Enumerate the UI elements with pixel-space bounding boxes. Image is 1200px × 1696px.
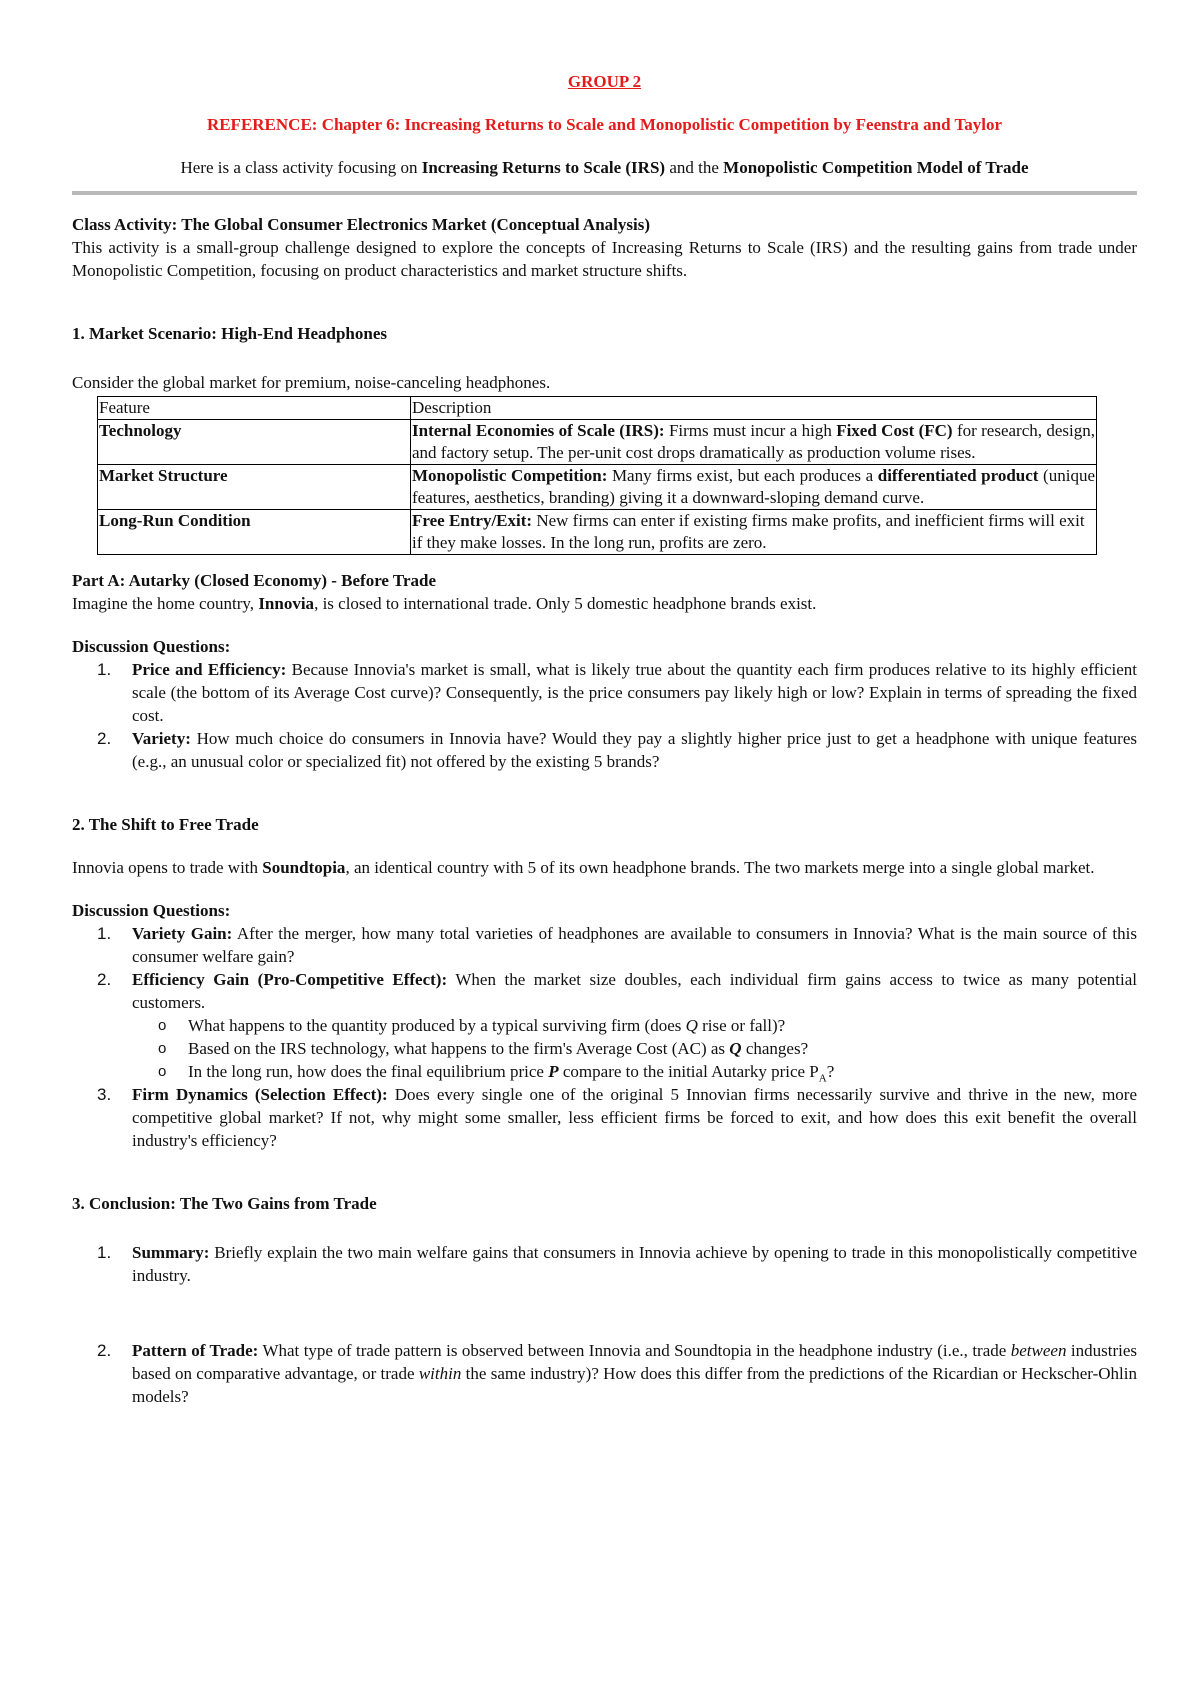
section1-question-list [72, 658, 1137, 773]
discussion-questions-heading: Discussion Questions: [72, 637, 231, 656]
sub-bullet-list [132, 1014, 1137, 1083]
table-cell-description: Internal Economies of Scale (IRS): Firms must incur a high Fixed Cost (FC) for research, design, and factory setup. The per-unit cost drops dramatically as production volume rises. [411, 420, 1097, 465]
table-cell-description: Free Entry/Exit: New firms can enter if existing firms make profits, and inefficient firms will exit if they make losses. In the long run, profits are zero. [411, 510, 1097, 555]
list-item: 1. Price and Efficiency: Because Innovia's market is small, what is likely true about the quantity each firm produces relative to its highly efficient scale (the bottom of its Average Cost curve)? Consequently, is the price consumers pay likely high or low? Explain in terms of spreading the fixed cost. [97, 660, 1137, 725]
group-title: GROUP 2 [567, 72, 642, 91]
section1-heading: 1. Market Scenario: High-End Headphones [72, 324, 387, 343]
table-cell-description: Monopolistic Competition: Many firms exist, but each produces a differentiated product (unique features, aesthetics, branding) giving it a downward-sloping demand curve. [411, 465, 1097, 510]
list-item: 1. Variety Gain: After the merger, how many total varieties of headphones are available to consumers in Innovia? What is the main source of this consumer welfare gain? [97, 924, 1137, 966]
section3-question-list [72, 1241, 1137, 1408]
feature-table [97, 396, 1097, 555]
list-item: 1. Summary: Briefly explain the two main welfare gains that consumers in Innovia achieve by opening to trade in this monopolistically competitive industry. [97, 1243, 1137, 1285]
table-row [98, 510, 1097, 555]
table-header-row [98, 397, 1097, 420]
partA-heading: Part A: Autarky (Closed Economy) - Before Trade [72, 571, 437, 590]
sub-list-item: o In the long run, how does the final equilibrium price P compare to the initial Autarky price $P_A$? [158, 1062, 835, 1085]
table-cell-feature: Technology [98, 420, 411, 465]
table-header-description: Description [411, 397, 1097, 420]
section3-heading: 3. Conclusion: The Two Gains from Trade [72, 1194, 377, 1213]
sub-list-item: o What happens to the quantity produced by a typical surviving firm (does Q rise or fall)? [158, 1016, 786, 1035]
activity-title: Class Activity: The Global Consumer Electronics Market (Conceptual Analysis) [72, 215, 650, 234]
list-item: 2. Efficiency Gain (Pro-Competitive Effect): When the market size doubles, each individual firm gains access to twice as many potential customers. o What happens to the quantity produced by a typical surviving firm (does Q rise or fall)? o Based on the IRS technology, what happens to the firm's Average Cost (AC) as Q changes? o In the long run, how does the final equilibrium price P compare to the initial Autarky price $P_A$? [97, 970, 1137, 1085]
sub-list-item: o Based on the IRS technology, what happens to the firm's Average Cost (AC) as Q changes? [158, 1039, 809, 1058]
list-item: 3. Firm Dynamics (Selection Effect): Does every single one of the original 5 Innovian firms necessarily survive and thrive in the new, more competitive global market? If not, why might some smaller, less efficient firms be forced to exit, and how does this exit benefit the overall industry's efficiency? [97, 1085, 1137, 1150]
table-row [98, 420, 1097, 465]
partA-text: Imagine the home country, Innovia, is closed to international trade. Only 5 domestic headphone brands exist. [72, 594, 817, 613]
table-cell-feature: Market Structure [98, 465, 411, 510]
table-cell-feature: Long-Run Condition [98, 510, 411, 555]
activity-description: This activity is a small-group challenge designed to explore the concepts of Increasing Returns to Scale (IRS) and the resulting gains from trade under Monopolistic Competition, focusing on product characteristics and market structure shifts. [72, 238, 1137, 280]
section2-lead: Innovia opens to trade with Soundtopia, an identical country with 5 of its own headphone brands. The two markets merge into a single global market. [72, 858, 1095, 877]
horizontal-rule [72, 191, 1137, 195]
section2-heading: 2. The Shift to Free Trade [72, 815, 259, 834]
table-row [98, 465, 1097, 510]
section1-lead: Consider the global market for premium, noise-canceling headphones. [72, 373, 551, 392]
list-item: 2. Pattern of Trade: What type of trade pattern is observed between Innovia and Soundtopia in the headphone industry (i.e., trade between industries based on comparative advantage, or trade within the same industry)? How does this differ from the predictions of the Ricardian or Heckscher-Ohlin models? [97, 1341, 1138, 1406]
intro-line: Here is a class activity focusing on Increasing Returns to Scale (IRS) and the Monopolistic Competition Model of Trade [180, 158, 1029, 177]
section2-question-list [72, 922, 1137, 1152]
reference-line: REFERENCE: Chapter 6: Increasing Returns to Scale and Monopolistic Competition by Feenstra and Taylor [206, 115, 1003, 134]
document-page [72, 70, 1137, 1408]
discussion-questions-heading: Discussion Questions: [72, 901, 231, 920]
list-item: 2. Variety: How much choice do consumers in Innovia have? Would they pay a slightly higher price just to get a headphone with unique features (e.g., an unusual color or specialized fit) not offered by the existing 5 brands? [97, 729, 1137, 771]
table-header-feature: Feature [98, 397, 411, 420]
